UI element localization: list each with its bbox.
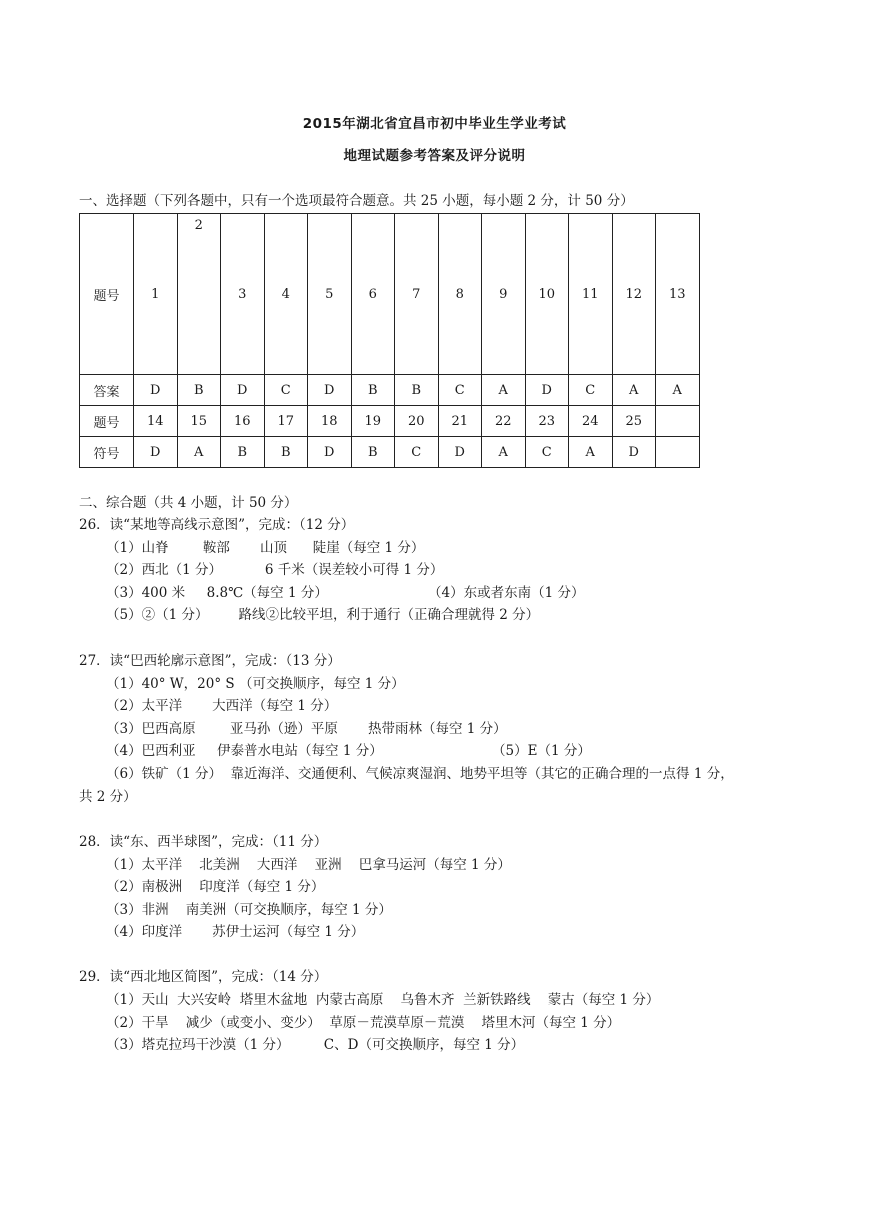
question-number (656, 406, 700, 437)
question-number: 7 (395, 214, 439, 375)
question-number: 10 (525, 214, 569, 375)
question-number: 17 (264, 406, 308, 437)
question-number: 12 (612, 214, 656, 375)
q28-line-4: （4）印度洋 苏伊士运河（每空 1 分） (106, 924, 365, 940)
answer-cell: C (438, 375, 482, 406)
answer-cell: A (612, 375, 656, 406)
q28-line-2: （2）南极洲 印度洋（每空 1 分） (106, 879, 325, 895)
section2-heading: 二、综合题（共 4 小题，计 50 分） (79, 495, 298, 511)
q26-line-3b: （4）东或者东南（1 分） (428, 585, 585, 601)
q29-line-3: （3）塔克拉玛干沙漠（1 分） C、D（可交换顺序，每空 1 分） (106, 1037, 525, 1053)
question-number: 16 (221, 406, 265, 437)
row-label: 答案 (80, 375, 134, 406)
answer-cell: B (351, 437, 395, 468)
answer-cell: D (221, 375, 265, 406)
question-number: 5 (308, 214, 352, 375)
answer-cell: D (612, 437, 656, 468)
q27-line-3: （3）巴西高原 亚马孙（逊）平原 热带雨林（每空 1 分） (106, 721, 507, 737)
question-number: 15 (177, 406, 221, 437)
question-number: 1 (134, 214, 178, 375)
q27-line-6: 共 2 分） (79, 789, 137, 805)
q28-line-1: （1）太平洋 北美洲 大西洋 亚洲 巴拿马运河（每空 1 分） (106, 857, 511, 873)
q26-line-4: （5）②（1 分） 路线②比较平坦，利于通行（正确合理就得 2 分） (106, 607, 540, 623)
q26-line-2: （2）西北（1 分） 6 千米（误差较小可得 1 分） (106, 562, 444, 578)
answer-cell: B (395, 375, 439, 406)
question-number: 9 (482, 214, 526, 375)
answer-cell (656, 437, 700, 468)
question-number: 14 (134, 406, 178, 437)
q29-title: 29．读“西北地区简图”，完成：（14 分） (79, 969, 328, 985)
q27-line-2: （2）太平洋 大西洋（每空 1 分） (106, 698, 338, 714)
q29-line-2: （2）干旱 减少（或变小、变少） 草原－荒漠草原－荒漠 塔里木河（每空 1 分） (106, 1015, 621, 1031)
answer-table (79, 213, 700, 468)
page-subtitle: 地理试题参考答案及评分说明 (343, 148, 526, 164)
answer-cell: B (177, 375, 221, 406)
question-number: 21 (438, 406, 482, 437)
question-number: 11 (569, 214, 613, 375)
q28-line-3: （3）非洲 南美洲（可交换顺序，每空 1 分） (106, 902, 392, 918)
answer-cell: A (177, 437, 221, 468)
answer-cell: B (264, 437, 308, 468)
q27-line-4b: （5）E（1 分） (492, 743, 591, 759)
row-label: 题号 (80, 406, 134, 437)
q26-title: 26．读“某地等高线示意图”，完成：（12 分） (79, 517, 355, 533)
answer-cell: C (264, 375, 308, 406)
question-number: 6 (351, 214, 395, 375)
q27-line-1: （1）40° W，20° S （可交换顺序，每空 1 分） (106, 676, 405, 692)
question-number: 22 (482, 406, 526, 437)
question-number: 24 (569, 406, 613, 437)
answer-cell: D (308, 437, 352, 468)
table-row (80, 437, 700, 468)
answer-cell: A (569, 437, 613, 468)
q26-line-1: （1）山脊 鞍部 山顶 陡崖（每空 1 分） (106, 540, 425, 556)
row-label: 符号 (80, 437, 134, 468)
answer-cell: C (569, 375, 613, 406)
answer-cell: B (221, 437, 265, 468)
q27-line-4a: （4）巴西利亚 伊泰普水电站（每空 1 分） (106, 743, 383, 759)
q27-title: 27．读“巴西轮廓示意图”，完成：（13 分） (79, 653, 341, 669)
section1-heading: 一、选择题（下列各题中，只有一个选项最符合题意。共 25 小题，每小题 2 分，计 50 分） (79, 193, 634, 209)
question-number: 20 (395, 406, 439, 437)
answer-cell: C (525, 437, 569, 468)
answer-cell: D (134, 375, 178, 406)
question-number: 19 (351, 406, 395, 437)
question-number: 18 (308, 406, 352, 437)
question-number: 8 (438, 214, 482, 375)
answer-cell: A (656, 375, 700, 406)
answer-cell: A (482, 375, 526, 406)
table-row (80, 214, 700, 375)
question-number: 3 (221, 214, 265, 375)
answer-cell: C (395, 437, 439, 468)
q27-line-5: （6）铁矿（1 分） 靠近海洋、交通便利、气候凉爽湿润、地势平坦等（其它的正确合理的一点得 1 分， (106, 766, 734, 782)
answer-cell: D (134, 437, 178, 468)
question-number: 13 (656, 214, 700, 375)
answer-cell: B (351, 375, 395, 406)
question-number: 25 (612, 406, 656, 437)
question-number: 2 (177, 214, 221, 375)
q29-line-1: （1）天山 大兴安岭 塔里木盆地 内蒙古高原 乌鲁木齐 兰新铁路线 蒙古（每空 1 分） (106, 992, 660, 1008)
answer-cell: D (438, 437, 482, 468)
q26-line-3a: （3）400 米 8.8℃（每空 1 分） (106, 585, 328, 601)
table-row (80, 375, 700, 406)
page-title: 2015年湖北省宜昌市初中毕业生学业考试 (302, 116, 567, 132)
answer-cell: D (525, 375, 569, 406)
answer-cell: D (308, 375, 352, 406)
q28-title: 28．读“东、西半球图”，完成：（11 分） (79, 834, 328, 850)
question-number: 23 (525, 406, 569, 437)
table-row (80, 406, 700, 437)
answer-cell: A (482, 437, 526, 468)
question-number: 4 (264, 214, 308, 375)
row-label: 题号 (80, 214, 134, 375)
